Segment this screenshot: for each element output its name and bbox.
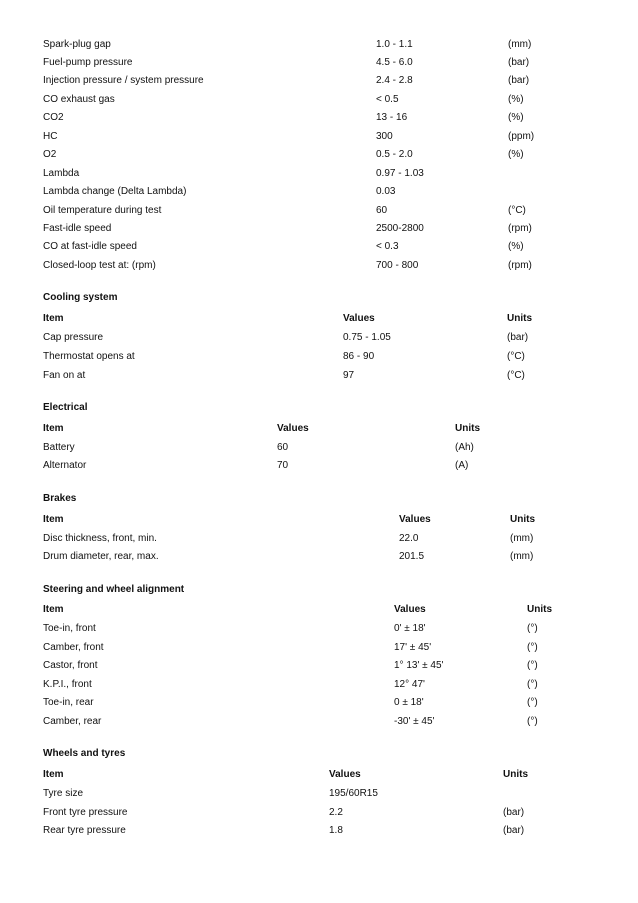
item-cell: Disc thickness, front, min. — [43, 533, 157, 544]
item-cell: Drum diameter, rear, max. — [43, 551, 159, 562]
value-cell: 700 - 800 — [376, 260, 419, 271]
table-row — [0, 240, 638, 254]
header-item: Item — [43, 313, 64, 324]
value-cell: 0 ± 18' — [394, 697, 424, 708]
header-values: Values — [329, 769, 361, 780]
unit-cell: (°C) — [507, 370, 525, 381]
table-row — [0, 167, 638, 181]
unit-cell: (Ah) — [455, 442, 474, 453]
table-row — [0, 111, 638, 125]
item-cell: Front tyre pressure — [43, 807, 128, 818]
header-item: Item — [43, 423, 64, 434]
header-values: Values — [394, 604, 426, 615]
value-cell: 2.4 - 2.8 — [376, 75, 413, 86]
value-cell: 0.5 - 2.0 — [376, 149, 413, 160]
header-values: Values — [277, 423, 309, 434]
item-cell: CO exhaust gas — [43, 94, 115, 105]
table-row — [0, 350, 638, 364]
unit-cell: (mm) — [508, 39, 532, 50]
value-cell: 195/60R15 — [329, 788, 378, 799]
unit-cell: (%) — [508, 149, 524, 160]
unit-cell: (bar) — [503, 825, 525, 836]
value-cell: 12° 47' — [394, 679, 425, 690]
table-row — [0, 715, 638, 729]
header-units: Units — [510, 514, 535, 525]
item-cell: K.P.I., front — [43, 679, 92, 690]
item-cell: Toe-in, rear — [43, 697, 94, 708]
table-row — [0, 441, 638, 455]
table-row — [0, 622, 638, 636]
value-cell: 0.03 — [376, 186, 396, 197]
value-cell: 86 - 90 — [343, 351, 375, 362]
item-cell: Battery — [43, 442, 75, 453]
item-cell: Camber, rear — [43, 716, 102, 727]
table-row — [0, 806, 638, 820]
unit-cell: (bar) — [508, 75, 530, 86]
unit-cell: (bar) — [508, 57, 530, 68]
item-cell: Thermostat opens at — [43, 351, 135, 362]
table-header — [0, 422, 638, 436]
table-row — [0, 148, 638, 162]
table-header — [0, 513, 638, 527]
value-cell: 22.0 — [399, 533, 419, 544]
item-cell: Oil temperature during test — [43, 205, 162, 216]
table-row — [0, 74, 638, 88]
unit-cell: (%) — [508, 241, 524, 252]
table-row — [0, 38, 638, 52]
value-cell: 1° 13' ± 45' — [394, 660, 444, 671]
table-row — [0, 678, 638, 692]
value-cell: -30' ± 45' — [394, 716, 435, 727]
section-title-wheels: Wheels and tyres — [43, 748, 126, 759]
value-cell: 17' ± 45' — [394, 642, 432, 653]
table-row — [0, 93, 638, 107]
value-cell: 0.97 - 1.03 — [376, 168, 424, 179]
value-cell: < 0.3 — [376, 241, 399, 252]
value-cell: 60 — [277, 442, 289, 453]
value-cell: 4.5 - 6.0 — [376, 57, 413, 68]
item-cell: Castor, front — [43, 660, 98, 671]
table-row — [0, 331, 638, 345]
unit-cell: (°) — [527, 623, 538, 634]
value-cell: 13 - 16 — [376, 112, 408, 123]
item-cell: Injection pressure / system pressure — [43, 75, 204, 86]
item-cell: Tyre size — [43, 788, 84, 799]
unit-cell: (bar) — [503, 807, 525, 818]
value-cell: 0' ± 18' — [394, 623, 426, 634]
item-cell: Closed-loop test at: (rpm) — [43, 260, 156, 271]
section-title-cooling: Cooling system — [43, 292, 118, 303]
table-row — [0, 824, 638, 838]
table-row — [0, 696, 638, 710]
item-cell: Lambda — [43, 168, 80, 179]
unit-cell: (A) — [455, 460, 469, 471]
table-row — [0, 369, 638, 383]
header-values: Values — [399, 514, 431, 525]
section-title-brakes: Brakes — [43, 493, 77, 504]
table-row — [0, 130, 638, 144]
item-cell: Lambda change (Delta Lambda) — [43, 186, 187, 197]
table-row — [0, 459, 638, 473]
table-header — [0, 603, 638, 617]
item-cell: Rear tyre pressure — [43, 825, 126, 836]
header-values: Values — [343, 313, 375, 324]
value-cell: 1.0 - 1.1 — [376, 39, 413, 50]
section-title-electrical: Electrical — [43, 402, 88, 413]
unit-cell: (rpm) — [508, 223, 532, 234]
unit-cell: (°) — [527, 697, 538, 708]
header-units: Units — [503, 769, 528, 780]
value-cell: 0.75 - 1.05 — [343, 332, 391, 343]
item-cell: Cap pressure — [43, 332, 104, 343]
table-row — [0, 259, 638, 273]
unit-cell: (°) — [527, 679, 538, 690]
unit-cell: (mm) — [510, 551, 534, 562]
unit-cell: (ppm) — [508, 131, 535, 142]
value-cell: 97 — [343, 370, 355, 381]
table-row — [0, 550, 638, 564]
item-cell: HC — [43, 131, 58, 142]
item-cell: Camber, front — [43, 642, 104, 653]
item-cell: O2 — [43, 149, 57, 160]
table-row — [0, 204, 638, 218]
table-row — [0, 641, 638, 655]
item-cell: CO2 — [43, 112, 64, 123]
table-header — [0, 768, 638, 782]
unit-cell: (bar) — [507, 332, 529, 343]
table-header — [0, 312, 638, 326]
table-row — [0, 532, 638, 546]
value-cell: 1.8 — [329, 825, 343, 836]
unit-cell: (mm) — [510, 533, 534, 544]
value-cell: 70 — [277, 460, 289, 471]
header-item: Item — [43, 514, 64, 525]
unit-cell: (rpm) — [508, 260, 532, 271]
header-item: Item — [43, 769, 64, 780]
table-row — [0, 659, 638, 673]
value-cell: 2500-2800 — [376, 223, 424, 234]
header-units: Units — [527, 604, 552, 615]
unit-cell: (°C) — [508, 205, 526, 216]
item-cell: Alternator — [43, 460, 87, 471]
unit-cell: (°) — [527, 642, 538, 653]
table-row — [0, 185, 638, 199]
table-row — [0, 787, 638, 801]
header-units: Units — [455, 423, 480, 434]
value-cell: < 0.5 — [376, 94, 399, 105]
header-item: Item — [43, 604, 64, 615]
unit-cell: (°C) — [507, 351, 525, 362]
table-row — [0, 56, 638, 70]
table-row — [0, 222, 638, 236]
item-cell: Spark-plug gap — [43, 39, 111, 50]
unit-cell: (°) — [527, 660, 538, 671]
item-cell: Fast-idle speed — [43, 223, 112, 234]
item-cell: Fuel-pump pressure — [43, 57, 133, 68]
section-title-steering: Steering and wheel alignment — [43, 584, 185, 595]
item-cell: Toe-in, front — [43, 623, 96, 634]
unit-cell: (%) — [508, 112, 524, 123]
value-cell: 300 — [376, 131, 393, 142]
value-cell: 60 — [376, 205, 388, 216]
item-cell: Fan on at — [43, 370, 86, 381]
value-cell: 2.2 — [329, 807, 343, 818]
header-units: Units — [507, 313, 532, 324]
item-cell: CO at fast-idle speed — [43, 241, 137, 252]
value-cell: 201.5 — [399, 551, 425, 562]
unit-cell: (%) — [508, 94, 524, 105]
unit-cell: (°) — [527, 716, 538, 727]
